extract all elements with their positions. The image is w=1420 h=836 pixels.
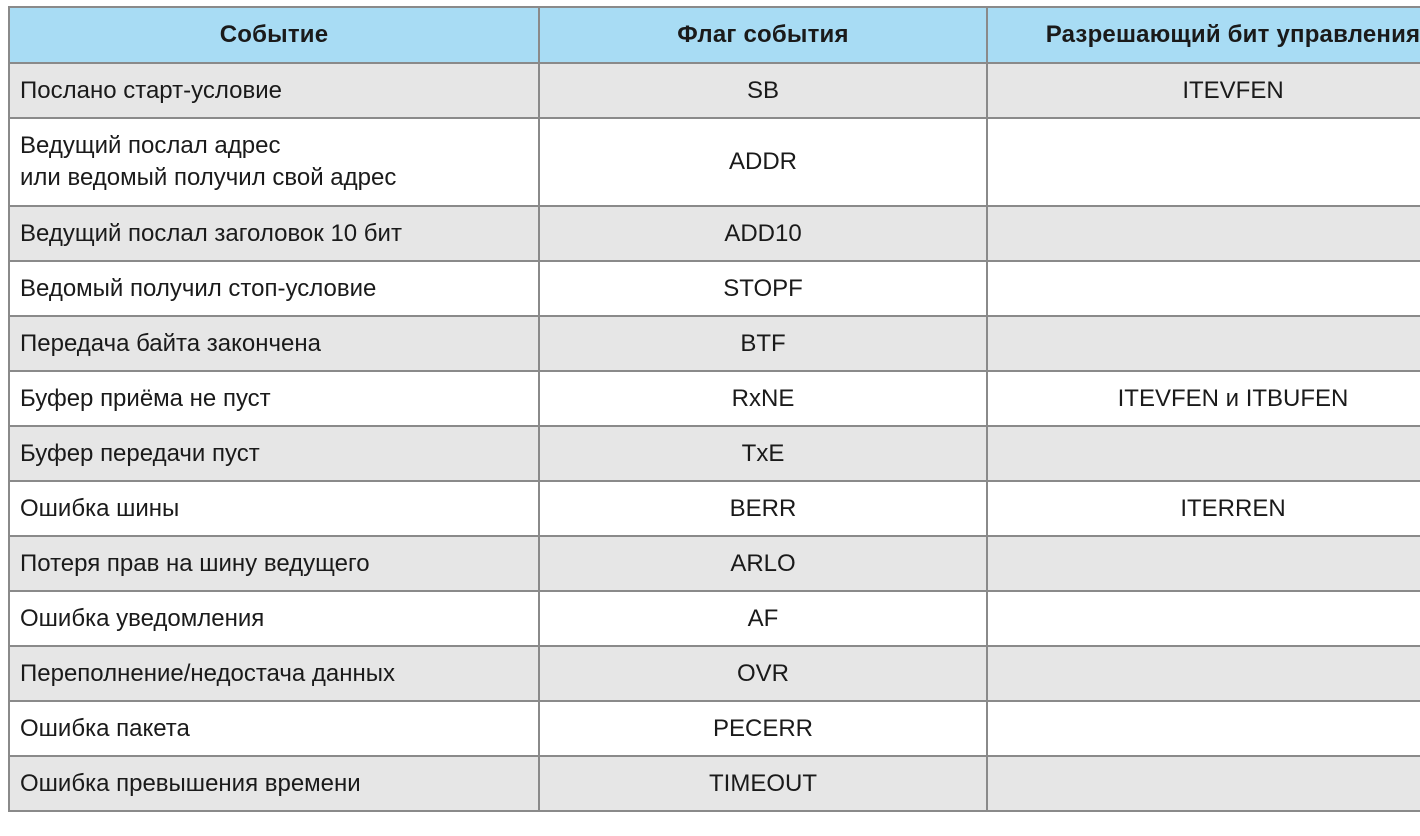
cell-event-line: Буфер передачи пуст [20, 439, 260, 467]
cell-event [9, 646, 539, 701]
cell-event-line: Передача байта закончена [20, 329, 321, 357]
cell-flag: TIMEOUT [539, 756, 987, 811]
cell-event-line: Ведомый получил стоп-условие [20, 274, 377, 302]
cell-flag: STOPF [539, 261, 987, 316]
cell-enable-bit [987, 536, 1420, 591]
table-body [9, 63, 1420, 811]
cell-flag: ADDR [539, 118, 987, 206]
table-row [9, 63, 1420, 118]
header-event: Событие [9, 7, 539, 63]
table-row [9, 118, 1420, 206]
cell-enable-bit [987, 118, 1420, 206]
cell-flag: RxNE [539, 371, 987, 426]
cell-event-line: Потеря прав на шину ведущего [20, 549, 370, 577]
cell-event [9, 701, 539, 756]
cell-flag: TxE [539, 426, 987, 481]
cell-enable-bit: ITERREN [987, 481, 1420, 536]
cell-flag: AF [539, 591, 987, 646]
header-flag: Флаг события [539, 7, 987, 63]
cell-event [9, 316, 539, 371]
cell-event [9, 481, 539, 536]
cell-event-line: Переполнение/недостача данных [20, 659, 395, 687]
cell-event [9, 371, 539, 426]
cell-event [9, 536, 539, 591]
table-row [9, 646, 1420, 701]
cell-event-line: Ошибка шины [20, 494, 180, 522]
cell-event [9, 63, 539, 118]
cell-enable-bit [987, 261, 1420, 316]
cell-event-line: Ведущий послал адрес [20, 132, 281, 159]
cell-enable-bit [987, 206, 1420, 261]
cell-event-line: Ошибка уведомления [20, 604, 265, 632]
cell-enable-bit: ITEVFEN и ITBUFEN [987, 371, 1420, 426]
cell-flag: BERR [539, 481, 987, 536]
header-row [9, 7, 1420, 63]
cell-flag: OVR [539, 646, 987, 701]
cell-event-line: Ведущий послал заголовок 10 бит [20, 219, 402, 247]
table-row [9, 591, 1420, 646]
cell-event-line: Ошибка превышения времени [20, 769, 361, 797]
cell-event-line: Послано старт-условие [20, 76, 282, 104]
table-row [9, 261, 1420, 316]
cell-event [9, 591, 539, 646]
cell-flag: BTF [539, 316, 987, 371]
cell-flag: PECERR [539, 701, 987, 756]
cell-event [9, 118, 539, 206]
cell-enable-bit [987, 646, 1420, 701]
table-row [9, 701, 1420, 756]
cell-flag: ADD10 [539, 206, 987, 261]
table-row [9, 756, 1420, 811]
cell-event-line: Ошибка пакета [20, 714, 190, 742]
cell-enable-bit [987, 701, 1420, 756]
cell-event-line: Буфер приёма не пуст [20, 384, 271, 412]
cell-flag: SB [539, 63, 987, 118]
cell-enable-bit [987, 316, 1420, 371]
header-enable-bit: Разрешающий бит управления [987, 7, 1420, 63]
cell-enable-bit [987, 756, 1420, 811]
table-row [9, 206, 1420, 261]
table-row [9, 426, 1420, 481]
cell-event [9, 261, 539, 316]
table-row [9, 481, 1420, 536]
cell-enable-bit [987, 591, 1420, 646]
table-row [9, 316, 1420, 371]
cell-event-line: или ведомый получил свой адрес [20, 164, 397, 191]
cell-event [9, 756, 539, 811]
table-row [9, 371, 1420, 426]
cell-event [9, 426, 539, 481]
table-row [9, 536, 1420, 591]
cell-enable-bit: ITEVFEN [987, 63, 1420, 118]
cell-event [9, 206, 539, 261]
cell-flag: ARLO [539, 536, 987, 591]
cell-enable-bit [987, 426, 1420, 481]
events-table [8, 6, 1420, 812]
